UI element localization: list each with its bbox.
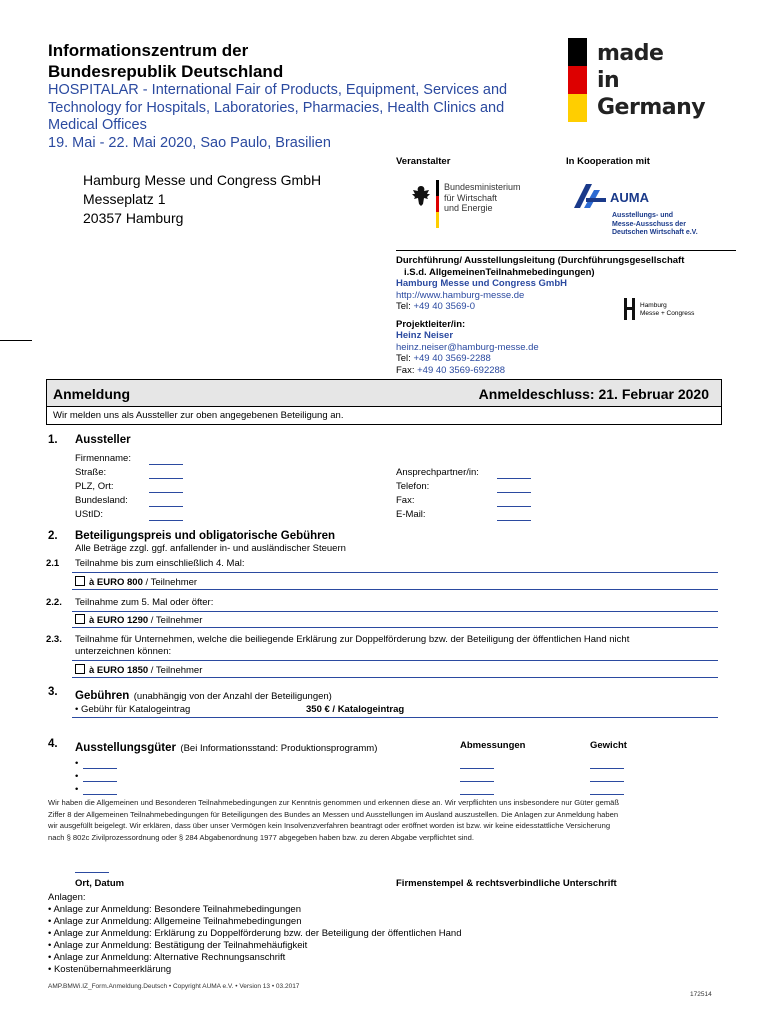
field-label: PLZ, Ort: — [75, 481, 114, 492]
catalog-fee-label: • Gebühr für Katalogeintrag — [75, 704, 191, 715]
registration-title: Anmeldung — [53, 386, 130, 402]
section-number: 2. — [48, 530, 58, 542]
option-text-line: unterzeichnen können: — [75, 646, 172, 657]
price-option-800[interactable] — [75, 576, 197, 588]
logo-text: Germany — [597, 95, 706, 120]
registration-deadline: Anmeldeschluss: 21. Februar 2020 — [478, 386, 709, 402]
made-in-germany-logo — [568, 38, 708, 128]
list-bullet: • — [75, 784, 79, 795]
organizer-address — [83, 171, 321, 228]
execution-company: Hamburg Messe und Congress GmbH — [396, 278, 568, 289]
tel-label: Tel: — [396, 301, 411, 312]
option-number: 2.1 — [46, 558, 60, 569]
subtitle-line: Medical Offices — [48, 117, 147, 133]
project-lead-heading: Projektleiter/in: — [396, 318, 466, 330]
field-label: UStID: — [75, 509, 103, 520]
company-name-field[interactable] — [149, 464, 183, 465]
zip-city-field[interactable] — [149, 492, 183, 493]
registration-box — [46, 379, 722, 425]
price-value: à EURO 1290 — [89, 615, 149, 626]
option-text: Teilnahme zum 5. Mal oder öfter: — [75, 597, 214, 608]
eagle-icon — [410, 184, 432, 208]
column-header-weight: Gewicht — [590, 740, 627, 751]
page-title — [48, 40, 468, 82]
stamp-signature-label: Firmenstempel & rechtsverbindliche Unterschrift — [396, 878, 617, 889]
email-field[interactable] — [497, 520, 531, 521]
footer-copyright: AMP.BMWi.IZ_Form.Anmeldung.Deutsch • Copyright AUMA e.V. • Version 13 • 03.2017 — [48, 983, 300, 990]
catalog-fee-value: 350 € / Katalogeintrag — [306, 704, 405, 715]
attachments-list — [48, 892, 462, 976]
auma-logo — [572, 178, 702, 242]
phone-field[interactable] — [497, 492, 531, 493]
option-number: 2.3. — [46, 634, 62, 645]
rule-line — [72, 589, 718, 590]
goods-field[interactable] — [83, 768, 117, 769]
hm-logo-text: Messe + Congress — [640, 310, 695, 317]
vat-id-field[interactable] — [149, 520, 183, 521]
logo-text: in — [597, 68, 620, 93]
field-label: Telefon: — [396, 481, 430, 492]
fax-field[interactable] — [497, 506, 531, 507]
column-header-dimensions: Abmessungen — [460, 740, 526, 751]
exhibitor-fields-left — [75, 452, 131, 522]
section-title-row — [75, 738, 377, 756]
subtitle-line: HOSPITALAR - International Fair of Products, Equipment, Services and — [48, 82, 508, 98]
attachment-item: • Anlage zur Anmeldung: Bestätigung der Teilnahmehäufigkeit — [48, 940, 308, 951]
hm-mark-icon — [624, 298, 636, 320]
state-field[interactable] — [149, 506, 183, 507]
price-unit: / Teilnehmer — [145, 577, 198, 588]
attachment-item: • Kostenübernahmeerklärung — [48, 964, 172, 975]
bmwi-logo — [408, 180, 548, 230]
execution-heading: i.S.d. AllgemeinenTeilnahmebedingungen) — [404, 266, 595, 278]
section-number: 1. — [48, 434, 58, 446]
list-bullet: • — [75, 758, 79, 769]
execution-heading: Durchführung/ Ausstellungsleitung (Durchführungsgesellschaft — [396, 255, 685, 266]
attachments-heading: Anlagen: — [48, 892, 86, 903]
weight-field[interactable] — [590, 768, 624, 769]
fold-mark — [0, 340, 32, 341]
price-value: à EURO 1850 — [89, 665, 149, 676]
section-title: Beteiligungspreis und obligatorische Gebühren — [75, 530, 336, 542]
dimensions-field[interactable] — [460, 768, 494, 769]
tax-note: Alle Beträge zzgl. ggf. anfallender in- und ausländischer Steuern — [75, 543, 346, 554]
checkbox[interactable] — [75, 614, 85, 624]
place-date-field[interactable] — [75, 872, 109, 873]
field-label: E-Mail: — [396, 509, 426, 520]
field-label: Bundesland: — [75, 495, 128, 506]
title-line: Informationszentrum der — [48, 41, 249, 60]
attachment-item: • Anlage zur Anmeldung: Erklärung zu Doppelförderung bzw. der Beteiligung der öffentlichen Hand — [48, 928, 462, 939]
field-label: Fax: — [396, 495, 415, 506]
registration-intro: Wir melden uns als Aussteller zur oben angegebenen Beteiligung an. — [53, 410, 344, 421]
fair-dates: 19. Mai - 22. Mai 2020, Sao Paulo, Brasilien — [48, 134, 331, 151]
rule-line — [72, 611, 718, 612]
rule-line — [72, 572, 718, 573]
option-text — [75, 634, 721, 658]
email-link[interactable]: heinz.neiser@hamburg-messe.de — [396, 341, 539, 353]
fax-label: Fax: — [396, 364, 415, 376]
bmwi-text: für Wirtschaft — [444, 192, 498, 203]
dimensions-field[interactable] — [460, 794, 494, 795]
section-title-row — [75, 686, 332, 704]
price-unit: / Teilnehmer — [150, 665, 203, 676]
auma-mark-icon — [572, 182, 606, 210]
exhibitor-fields-right — [396, 466, 479, 522]
address-line: Messeplatz 1 — [83, 191, 166, 207]
section-title: Gebühren — [75, 690, 130, 702]
website-link[interactable]: http://www.hamburg-messe.de — [396, 289, 525, 301]
section-title-note: (unabhängig von der Anzahl der Beteiligungen) — [133, 691, 332, 702]
auma-text: Ausstellungs- und — [612, 212, 674, 219]
dimensions-field[interactable] — [460, 781, 494, 782]
weight-field[interactable] — [590, 781, 624, 782]
goods-field[interactable] — [83, 781, 117, 782]
registration-header — [47, 380, 721, 407]
section-number: 4. — [48, 738, 58, 750]
address-line: Hamburg Messe und Congress GmbH — [83, 172, 322, 188]
auma-text: Deutschen Wirtschaft e.V. — [612, 229, 698, 236]
tel-link[interactable]: +49 40 3569-2288 — [413, 353, 491, 364]
auma-text: Messe-Ausschuss der — [612, 220, 686, 228]
option-text: Teilnahme bis zum einschließlich 4. Mal: — [75, 558, 245, 569]
option-text-line: Teilnahme für Unternehmen, welche die beiliegende Erklärung zur Doppelförderung bzw. der Beteiligung der öffentlichen Hand nicht — [75, 634, 630, 645]
price-option-1850[interactable] — [75, 664, 202, 676]
hm-logo-text: Hamburg — [640, 302, 667, 309]
fair-subtitle — [48, 82, 548, 152]
attachment-item: • Anlage zur Anmeldung: Besondere Teilnahmebedingungen — [48, 904, 301, 915]
checkbox[interactable] — [75, 576, 85, 586]
attachment-item: • Anlage zur Anmeldung: Allgemeine Teilnahmebedingungen — [48, 916, 302, 927]
terms-line: wir ausgefüllt beigelegt. Wir erklären, dass über unser Vermögen kein Insolvenzverfahren beantragt oder eröffnet worden ist bzw. wir keine eidesstattliche Versicherung — [48, 821, 611, 830]
rule-line — [72, 660, 718, 661]
field-label: Ansprechpartner/in: — [396, 467, 479, 478]
fax-value: +49 40 3569-692288 — [417, 364, 506, 376]
price-option-1290[interactable] — [75, 614, 202, 626]
address-line: 20357 Hamburg — [83, 210, 184, 226]
attachment-item: • Anlage zur Anmeldung: Alternative Rechnungsanschrift — [48, 952, 286, 963]
weight-field[interactable] — [590, 794, 624, 795]
checkbox[interactable] — [75, 664, 85, 674]
rule-line — [72, 627, 718, 628]
organizer-label: Veranstalter — [396, 156, 451, 167]
logo-text: made — [597, 41, 664, 66]
section-title: Ausstellungsgüter — [75, 742, 176, 754]
bmwi-text: Bundesministerium — [444, 182, 521, 192]
field-label: Straße: — [75, 467, 107, 478]
terms-text — [48, 797, 728, 843]
terms-line: Ziffer 8 der Allgemeinen Teilnahmebedingungen für Beteiligungen des Bundes an Messen und Ausstellungen im Ausland auszustellen. Die Anlagen zur Anmeldung haben — [48, 809, 619, 819]
terms-line: nach § 802c Zivilprozessordnung oder § 284 Abgabenordnung 1977 abgegeben haben bzw. zu deren Abgabe verpflichtet sind. — [48, 832, 474, 842]
rule-line — [72, 717, 718, 718]
german-flag-icon — [568, 38, 587, 122]
goods-field[interactable] — [83, 794, 117, 795]
bmwi-text: und Energie — [444, 203, 493, 213]
auma-name: AUMA — [610, 190, 649, 205]
section-title: Aussteller — [75, 434, 131, 446]
price-unit: / Teilnehmer — [150, 615, 203, 626]
section-number: 3. — [48, 686, 58, 698]
price-value: à EURO 800 — [89, 577, 143, 588]
footer-id: 172514 — [690, 991, 712, 998]
terms-line: Wir haben die Allgemeinen und Besonderen Teilnahmebedingungen zur Kenntnis genommen und erkennen diese an. Wir verpflichten uns insbesondere nur Güter gemäß — [48, 798, 620, 807]
rule-line — [72, 677, 718, 678]
field-label: Firmenname: — [75, 453, 131, 464]
contact-person-field[interactable] — [497, 478, 531, 479]
option-number: 2.2. — [46, 597, 62, 608]
title-line: Bundesrepublik Deutschland — [48, 62, 284, 81]
project-lead-name: Heinz Neiser — [396, 330, 454, 341]
place-date-label: Ort, Datum — [75, 878, 125, 889]
section-title-note: (Bei Informationsstand: Produktionsprogramm) — [180, 743, 378, 754]
list-bullet: • — [75, 771, 79, 782]
cooperation-label: In Kooperation mit — [566, 156, 650, 167]
tel-link[interactable]: +49 40 3569-0 — [413, 301, 475, 312]
tel-label: Tel: — [396, 353, 411, 364]
street-field[interactable] — [149, 478, 183, 479]
subtitle-line: Technology for Hospitals, Laboratories, Pharmacies, Health Clinics and — [48, 99, 505, 116]
divider — [396, 250, 736, 251]
